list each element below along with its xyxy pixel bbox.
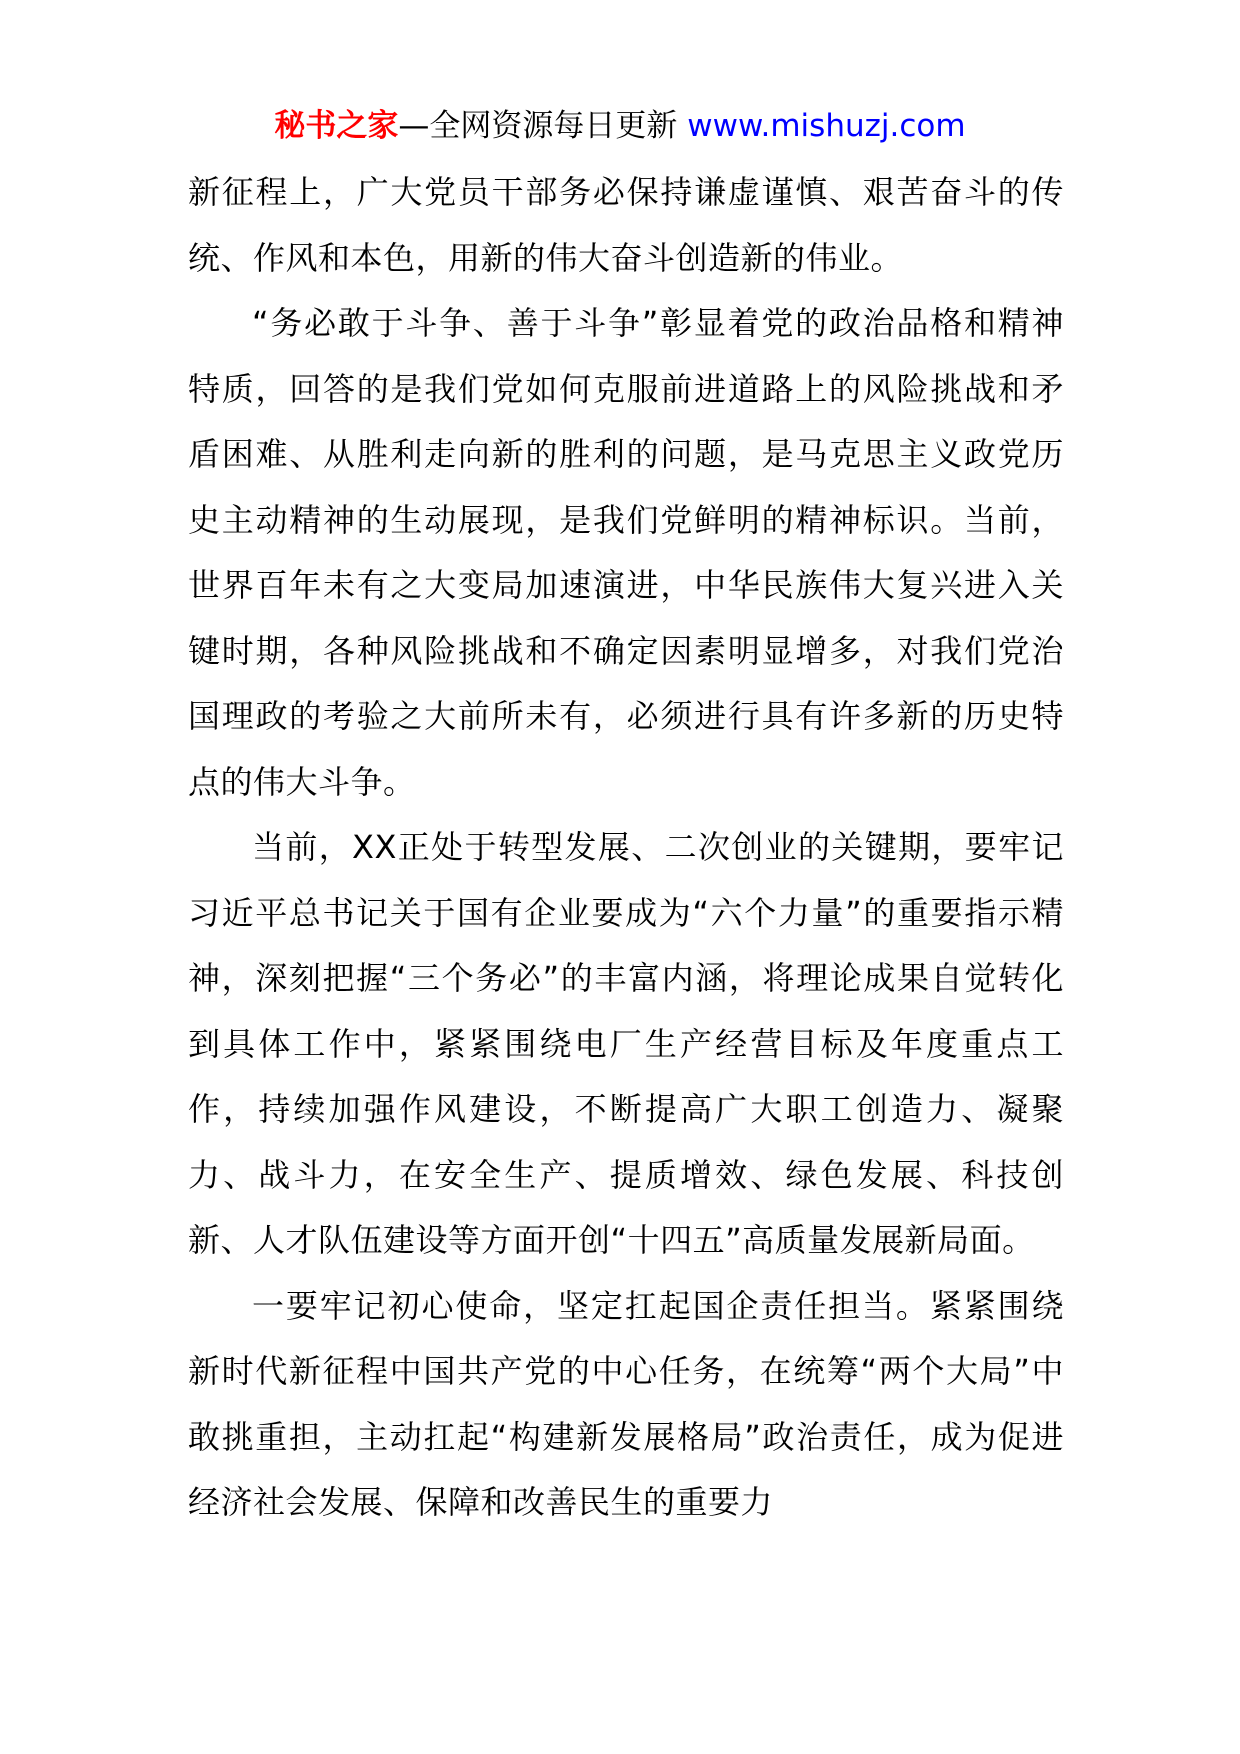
- paragraph-continuation: 新征程上，广大党员干部务必保持谦虚谨慎、艰苦奋斗的传统、作风和本色，用新的伟大奋斗创造新的伟业。: [188, 173, 1064, 277]
- brand-name: 秘书之家: [274, 108, 399, 144]
- document-body: [188, 160, 1064, 1536]
- paragraph: “务必敢于斗争、善于斗争”彰显着党的政治品格和精神特质，回答的是我们党如何克服前进道路上的风险挑战和矛盾困难、从胜利走向新的胜利的问题，是马克思主义政党历史主动精神的生动展现，是我们党鲜明的精神标识。当前，世界百年未有之大变局加速演进，中华民族伟大复兴进入关键时期，各种风险挑战和不确定因素明显增多，对我们党治国理政的考验之大前所未有，必须进行具有许多新的历史特点的伟大斗争。: [188, 304, 1064, 801]
- document-header: [0, 104, 1240, 148]
- paragraph: 当前，XX正处于转型发展、二次创业的关键期，要牢记习近平总书记关于国有企业要成为“六个力量”的重要指示精神，深刻把握“三个务必”的丰富内涵，将理论成果自觉转化到具体工作中，紧紧围绕电厂生产经营目标及年度重点工作，持续加强作风建设，不断提高广大职工创造力、凝聚力、战斗力，在安全生产、提质增效、绿色发展、科技创新、人才队伍建设等方面开创“十四五”高质量发展新局面。: [188, 828, 1064, 1259]
- site-url-link[interactable]: www.mishuzj.com: [687, 108, 966, 144]
- header-tagline: —全网资源每日更新: [398, 108, 688, 144]
- paragraph: 一要牢记初心使命，坚定扛起国企责任担当。紧紧围绕新时代新征程中国共产党的中心任务，在统筹“两个大局”中敢挑重担，主动扛起“构建新发展格局”政治责任，成为促进经济社会发展、保障和改善民生的重要力: [188, 1286, 1064, 1521]
